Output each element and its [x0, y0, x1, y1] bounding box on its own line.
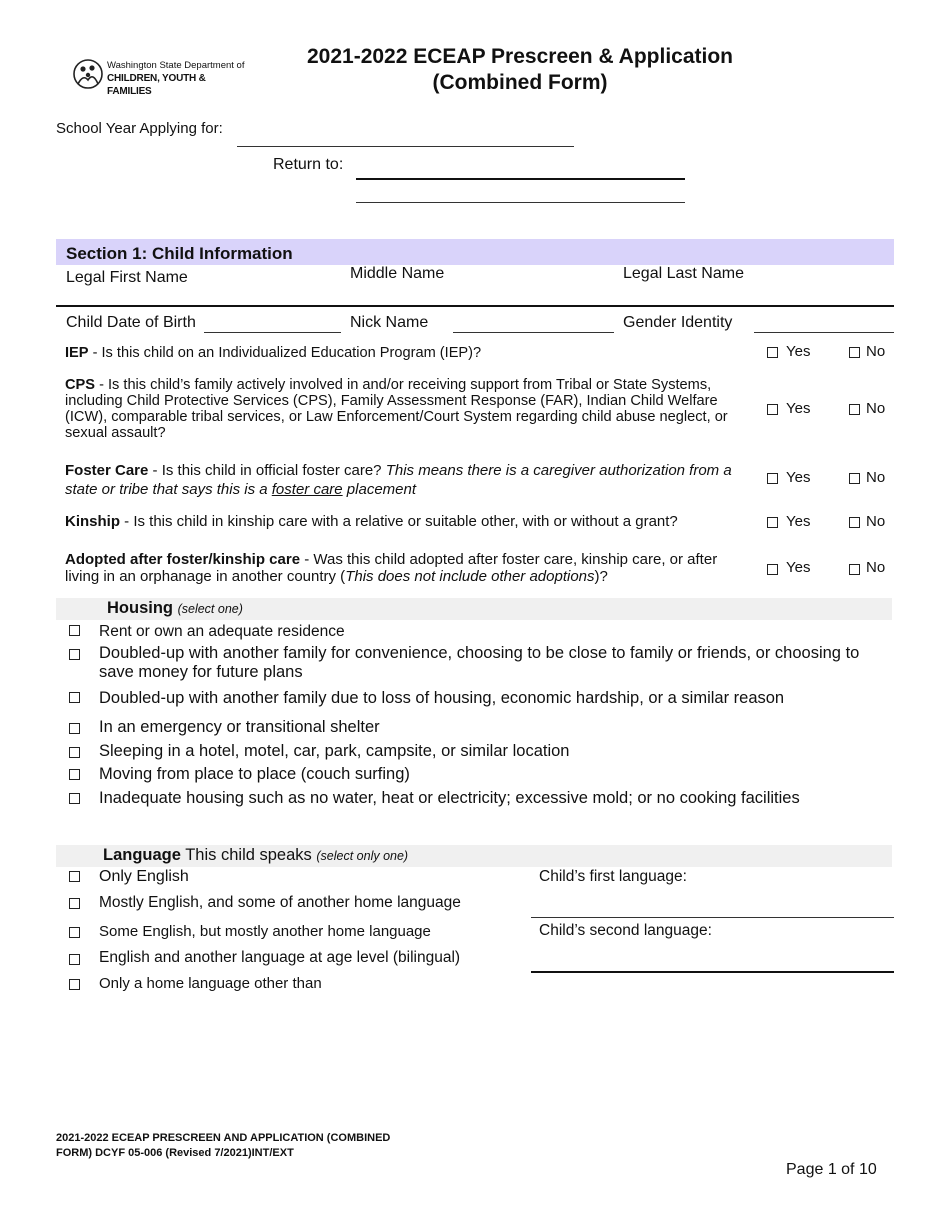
cps-yes-checkbox[interactable]	[767, 404, 778, 415]
school-year-field[interactable]	[237, 146, 574, 147]
form-title	[270, 44, 770, 96]
school-year-label: School Year Applying for:	[56, 120, 223, 137]
housing-option-checkbox[interactable]	[69, 692, 80, 703]
housing-option-checkbox[interactable]	[69, 649, 80, 660]
cps-no-label: No	[866, 400, 886, 417]
kinship-question: Kinship - Is this child in kinship care with a relative or suitable other, with or without a grant?	[65, 513, 678, 530]
language-option-checkbox[interactable]	[69, 954, 80, 965]
adopted-yes-checkbox[interactable]	[767, 564, 778, 575]
cps-no-checkbox[interactable]	[849, 404, 860, 415]
middle-name-label: Middle Name	[350, 265, 445, 282]
language-option-label: Only a home language other than	[99, 975, 322, 992]
form-title-line2: (Combined Form)	[432, 71, 608, 94]
first-language-field[interactable]	[531, 917, 894, 918]
language-option-checkbox[interactable]	[69, 871, 80, 882]
language-heading: Language This child speaks (select only one)	[103, 846, 409, 864]
form-title-line1: 2021-2022 ECEAP Prescreen & Application	[306, 45, 734, 68]
language-option-label: Mostly English, and some of another home language	[99, 894, 461, 911]
cps-yes-label: Yes	[786, 400, 811, 417]
housing-option-label: Sleeping in a hotel, motel, car, park, campsite, or similar location	[99, 742, 570, 760]
housing-option-checkbox[interactable]	[69, 747, 80, 758]
nick-name-label: Nick Name	[350, 314, 429, 331]
adopted-question: Adopted after foster/kinship care - Was this child adopted after foster care, kinship care, or after living in an orphanage in another country (This does not include other adoptions)?	[65, 551, 718, 585]
page-number: Page 1 of 10	[786, 1161, 877, 1178]
return-to-field-line1[interactable]	[356, 178, 685, 180]
kinship-yes-checkbox[interactable]	[767, 517, 778, 528]
dob-field[interactable]	[204, 332, 341, 333]
footer-form-id	[56, 1131, 390, 1161]
housing-option-label: Rent or own an adequate residence	[99, 623, 345, 640]
second-language-field[interactable]	[531, 971, 894, 973]
name-fields-line[interactable]	[56, 305, 894, 307]
language-option-checkbox[interactable]	[69, 898, 80, 909]
iep-yes-checkbox[interactable]	[767, 347, 778, 358]
housing-heading: Housing (select one)	[107, 599, 243, 617]
section1-title: Section 1: Child Information	[66, 244, 293, 263]
housing-option-checkbox[interactable]	[69, 625, 80, 636]
language-option-label: English and another language at age level (bilingual)	[99, 949, 461, 966]
housing-option-label: Inadequate housing such as no water, heat or electricity; excessive mold; or no cooking facilities	[99, 789, 800, 807]
foster-no-label: No	[866, 469, 886, 486]
gender-identity-field[interactable]	[754, 332, 894, 333]
kinship-no-label: No	[866, 513, 886, 530]
foster-care-question: Foster Care - Is this child in official foster care? This means there is a caregiver authorization from a state or tribe that says this is a foster care placement	[65, 462, 732, 498]
housing-option-label: Doubled-up with another family for convenience, choosing to be close to family or friends, or choosing to save money for future plans	[99, 644, 860, 681]
housing-option-checkbox[interactable]	[69, 769, 80, 780]
language-option-checkbox[interactable]	[69, 979, 80, 990]
iep-no-label: No	[866, 343, 886, 360]
logo-text-line2: CHILDREN, YOUTH & FAMILIES	[107, 73, 206, 97]
kinship-no-checkbox[interactable]	[849, 517, 860, 528]
language-option-label: Only English	[99, 868, 189, 885]
legal-last-name-label: Legal Last Name	[623, 265, 744, 282]
first-language-label: Child’s first language:	[539, 868, 687, 885]
adopted-yes-label: Yes	[786, 559, 811, 576]
foster-yes-checkbox[interactable]	[767, 473, 778, 484]
housing-option-label: In an emergency or transitional shelter	[99, 718, 380, 736]
housing-option-label: Doubled-up with another family due to loss of housing, economic hardship, or a similar reason	[99, 689, 785, 707]
nick-name-field[interactable]	[453, 332, 614, 333]
logo-text-line1: Washington State Department of	[107, 60, 245, 71]
legal-first-name-label: Legal First Name	[66, 269, 188, 286]
footer-line2: FORM) DCYF 05-006 (Revised 7/2021)INT/EXT	[56, 1147, 294, 1159]
housing-option-label: Moving from place to place (couch surfing)	[99, 765, 410, 783]
cps-question: CPS - Is this child’s family actively involved in and/or receiving support from Tribal or State Systems, including Child Protective Services (CPS), Family Assessment Response (FAR), Indian Child Welfare (ICW), comparable tribal services, or Law Enforcement/Court System regarding child abuse neglect, or sexual assault?	[65, 377, 728, 441]
footer-line1: 2021-2022 ECEAP PRESCREEN AND APPLICATION (COMBINED	[56, 1132, 391, 1144]
foster-no-checkbox[interactable]	[849, 473, 860, 484]
family-emblem-icon	[72, 58, 104, 90]
dob-label: Child Date of Birth	[66, 314, 196, 331]
iep-no-checkbox[interactable]	[849, 347, 860, 358]
iep-yes-label: Yes	[786, 343, 811, 360]
language-option-label: Some English, but mostly another home language	[99, 923, 431, 940]
kinship-yes-label: Yes	[786, 513, 811, 530]
housing-option-checkbox[interactable]	[69, 793, 80, 804]
adopted-no-label: No	[866, 559, 886, 576]
second-language-label: Child’s second language:	[539, 922, 712, 939]
language-option-checkbox[interactable]	[69, 927, 80, 938]
housing-option-checkbox[interactable]	[69, 723, 80, 734]
foster-yes-label: Yes	[786, 469, 811, 486]
dcyf-logo	[72, 56, 247, 97]
iep-question: IEP - Is this child on an Individualized Education Program (IEP)?	[65, 345, 482, 361]
gender-identity-label: Gender Identity	[623, 314, 733, 331]
adopted-no-checkbox[interactable]	[849, 564, 860, 575]
return-to-label: Return to:	[273, 156, 344, 173]
return-to-field-line2[interactable]	[356, 202, 685, 203]
